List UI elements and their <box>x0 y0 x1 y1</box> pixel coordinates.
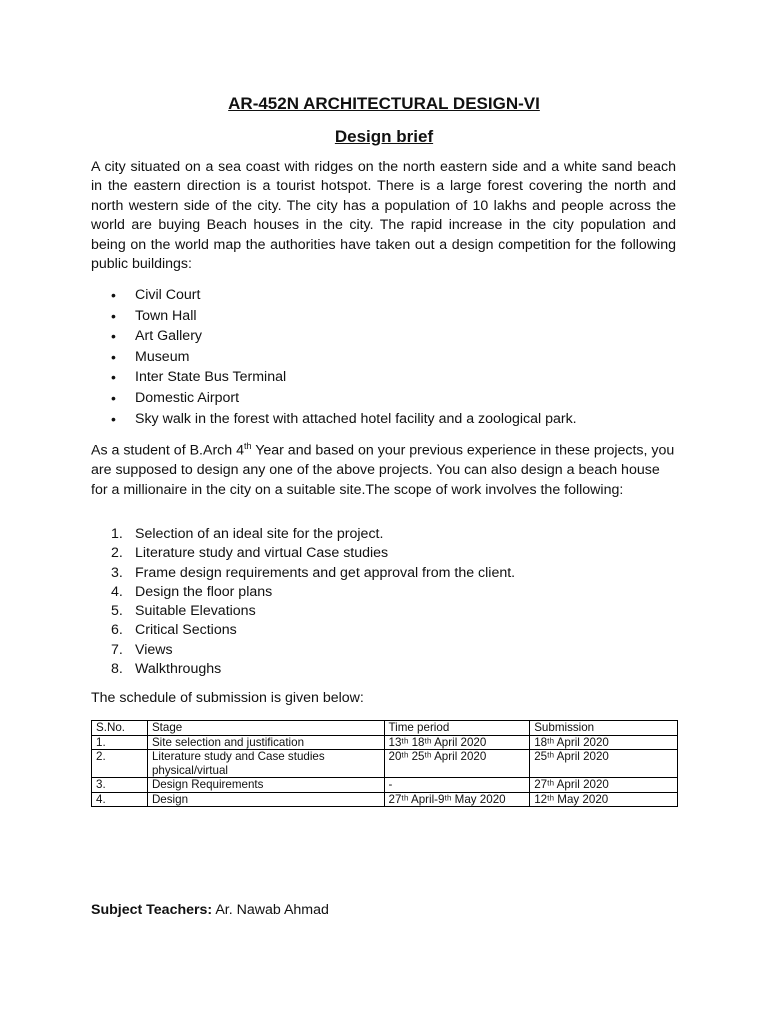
list-number: 2. <box>111 545 123 562</box>
cell-submission: 27ᵗʰ April 2020 <box>530 778 678 793</box>
cell-stage: Design <box>147 792 384 807</box>
list-number: 3. <box>111 564 123 581</box>
list-number: 8. <box>111 661 123 678</box>
scope-text-post: Year and based on your previous experience in these projects, you are supposed to design any one of the above projects. You can also design a beach house for a millionaire in the city on a suitable site.The scope of work involves the following: <box>91 442 675 498</box>
list-text: Walkthroughs <box>135 661 222 678</box>
teacher-name: Ar. Nawab Ahmad <box>212 902 329 918</box>
table-row <box>92 778 678 793</box>
cell-period: 27ᵗʰ April-9ᵗʰ May 2020 <box>384 792 530 807</box>
list-number: 1. <box>111 526 123 542</box>
submission-schedule-table <box>91 720 678 807</box>
table-header-row <box>92 721 678 736</box>
column-header: Submission <box>530 721 678 736</box>
list-item: • Town Hall <box>91 306 691 327</box>
scope-paragraph <box>91 437 676 500</box>
list-text: Selection of an ideal site for the project. <box>135 526 384 542</box>
cell-sno: 2. <box>92 750 148 778</box>
scope-superscript: th <box>244 441 252 451</box>
cell-stage: Literature study and Case studies physical/virtual <box>147 750 384 778</box>
scope-list <box>91 525 691 679</box>
teachers-label: Subject Teachers: <box>91 902 213 918</box>
list-item <box>91 544 691 563</box>
list-item <box>91 660 691 679</box>
schedule-intro: The schedule of submission is given below: <box>91 690 364 706</box>
list-text: Frame design requirements and get approval from the client. <box>135 564 516 581</box>
brief-heading: Design brief <box>334 127 434 146</box>
cell-stage: Site selection and justification <box>147 735 384 750</box>
list-item <box>91 583 691 602</box>
list-text: Critical Sections <box>135 622 237 639</box>
cell-period: 20ᵗʰ 25ᵗʰ April 2020 <box>384 750 530 778</box>
list-item <box>91 621 691 640</box>
column-header: S.No. <box>92 721 148 736</box>
list-text: Literature study and virtual Case studies <box>135 545 389 562</box>
cell-sno: 1. <box>92 735 148 750</box>
cell-period: 13ᵗʰ 18ᵗʰ April 2020 <box>384 735 530 750</box>
subject-teachers <box>91 901 329 919</box>
list-item: • Museum <box>91 347 691 368</box>
list-item <box>91 602 691 621</box>
intro-paragraph: A city situated on a sea coast with ridges on the north eastern side and a white sand beach in the eastern direction is a tourist hotspot. There is a large forest covering the north and north western side of the city. The city has a population of 10 lakhs and people across the world are buying Beach houses in the city. The rapid increase in the city population and being on the world map the authorities have taken out a design competition for the following public buildings: <box>91 159 676 273</box>
course-title: AR-452N ARCHITECTURAL DESIGN-VI <box>228 94 540 113</box>
list-text: Suitable Elevations <box>135 603 256 620</box>
table-row <box>92 750 678 778</box>
list-number: 6. <box>111 622 123 639</box>
cell-sno: 4. <box>92 792 148 807</box>
building-list <box>91 285 691 429</box>
list-item <box>91 525 691 544</box>
list-item: • Sky walk in the forest with attached hotel facility and a zoological park. <box>91 409 691 430</box>
cell-submission: 18ᵗʰ April 2020 <box>530 735 678 750</box>
list-text: Design the floor plans <box>135 583 273 600</box>
table-row <box>92 735 678 750</box>
list-item <box>91 564 691 583</box>
list-text: Views <box>135 641 173 658</box>
cell-stage: Design Requirements <box>147 778 384 793</box>
cell-submission: 25ᵗʰ April 2020 <box>530 750 678 778</box>
scope-text-pre: As a student of B.Arch 4 <box>91 442 244 459</box>
cell-period: - <box>384 778 530 793</box>
list-item: • Domestic Airport <box>91 388 691 409</box>
list-item: • Inter State Bus Terminal <box>91 367 691 388</box>
list-number: 7. <box>111 641 123 658</box>
list-number: 5. <box>111 603 123 620</box>
cell-submission: 12ᵗʰ May 2020 <box>530 792 678 807</box>
list-number: 4. <box>111 583 123 600</box>
list-item: • Civil Court <box>91 285 691 306</box>
column-header: Time period <box>384 721 530 736</box>
cell-sno: 3. <box>92 778 148 793</box>
column-header: Stage <box>147 721 384 736</box>
list-item: • Art Gallery <box>91 326 691 347</box>
list-item <box>91 641 691 660</box>
table-row <box>92 792 678 807</box>
